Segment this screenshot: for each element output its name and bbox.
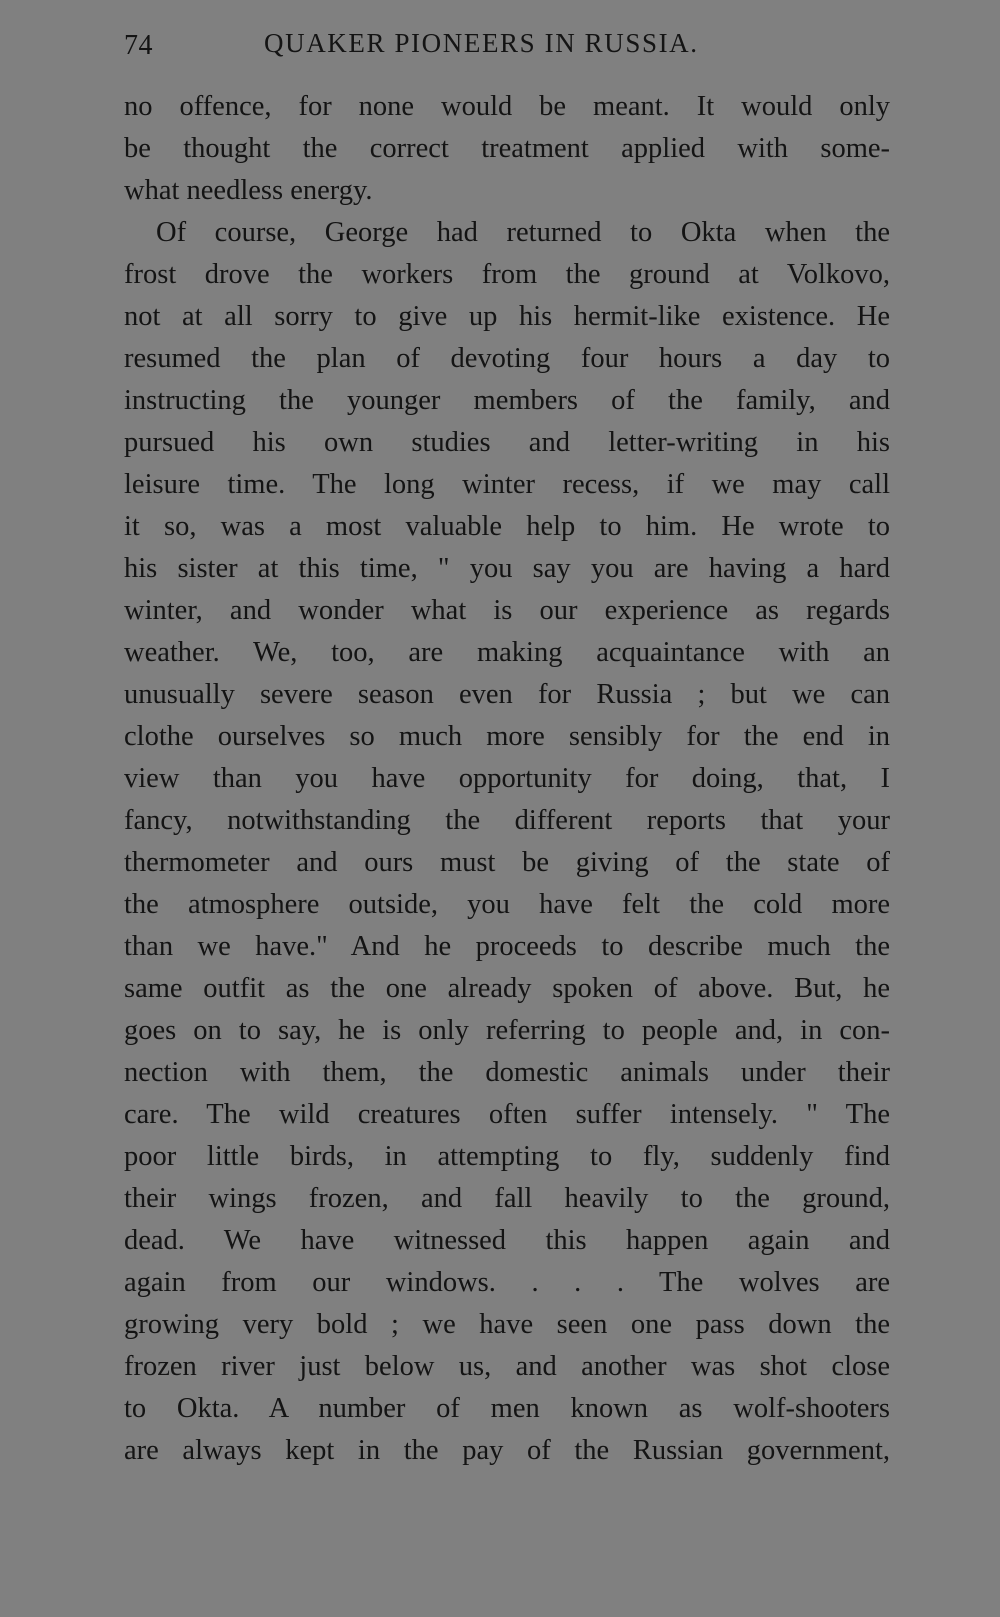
text-line: view than you have opportunity for doing, that, I — [124, 763, 890, 794]
text-line: their wings frozen, and fall heavily to the ground, — [124, 1183, 890, 1214]
text-line: are always kept in the pay of the Russian government, — [124, 1435, 890, 1466]
text-line: nection with them, the domestic animals under their — [124, 1057, 890, 1088]
text-line: again from our windows. . . . The wolves are — [124, 1267, 890, 1298]
text-line: winter, and wonder what is our experience as regards — [124, 595, 890, 626]
text-line: unusually severe season even for Russia ; but we can — [124, 679, 890, 710]
text-line: leisure time. The long winter recess, if we may call — [124, 469, 890, 500]
text-line: not at all sorry to give up his hermit-like existence. He — [124, 301, 890, 332]
page-number: 74 — [124, 30, 153, 61]
text-line: same outfit as the one already spoken of above. But, he — [124, 973, 890, 1004]
running-title: QUAKER PIONEERS IN RUSSIA. — [264, 28, 699, 58]
text-line: care. The wild creatures often suffer intensely. " The — [124, 1099, 890, 1130]
running-head — [124, 26, 768, 66]
body-text — [124, 86, 890, 1472]
text-line: than we have." And he proceeds to describe much the — [124, 931, 890, 962]
text-line: pursued his own studies and letter-writing in his — [124, 427, 890, 458]
text-line: frost drove the workers from the ground at Volkovo, — [124, 259, 890, 290]
text-line: poor little birds, in attempting to fly, suddenly find — [124, 1141, 890, 1172]
text-line: what needless energy. — [124, 175, 373, 206]
text-line: resumed the plan of devoting four hours a day to — [124, 343, 890, 374]
text-line: his sister at this time, " you say you are having a hard — [124, 553, 890, 584]
text-line: instructing the younger members of the family, and — [124, 385, 890, 416]
text-line: the atmosphere outside, you have felt the cold more — [124, 889, 890, 920]
text-line: Of course, George had returned to Okta when the — [156, 217, 890, 248]
text-line: frozen river just below us, and another was shot close — [124, 1351, 890, 1382]
text-line: growing very bold ; we have seen one pass down the — [124, 1309, 890, 1340]
text-line: to Okta. A number of men known as wolf-shooters — [124, 1393, 890, 1424]
text-line: be thought the correct treatment applied with some- — [124, 133, 890, 164]
text-line: no offence, for none would be meant. It would only — [124, 91, 890, 122]
text-line: dead. We have witnessed this happen again and — [124, 1225, 890, 1256]
text-line: it so, was a most valuable help to him. He wrote to — [124, 511, 890, 542]
text-line: fancy, notwithstanding the different reports that your — [124, 805, 890, 836]
text-line: weather. We, too, are making acquaintance with an — [124, 637, 890, 668]
text-line: thermometer and ours must be giving of the state of — [124, 847, 890, 878]
text-line: clothe ourselves so much more sensibly for the end in — [124, 721, 890, 752]
text-line: goes on to say, he is only referring to people and, in con- — [124, 1015, 890, 1046]
